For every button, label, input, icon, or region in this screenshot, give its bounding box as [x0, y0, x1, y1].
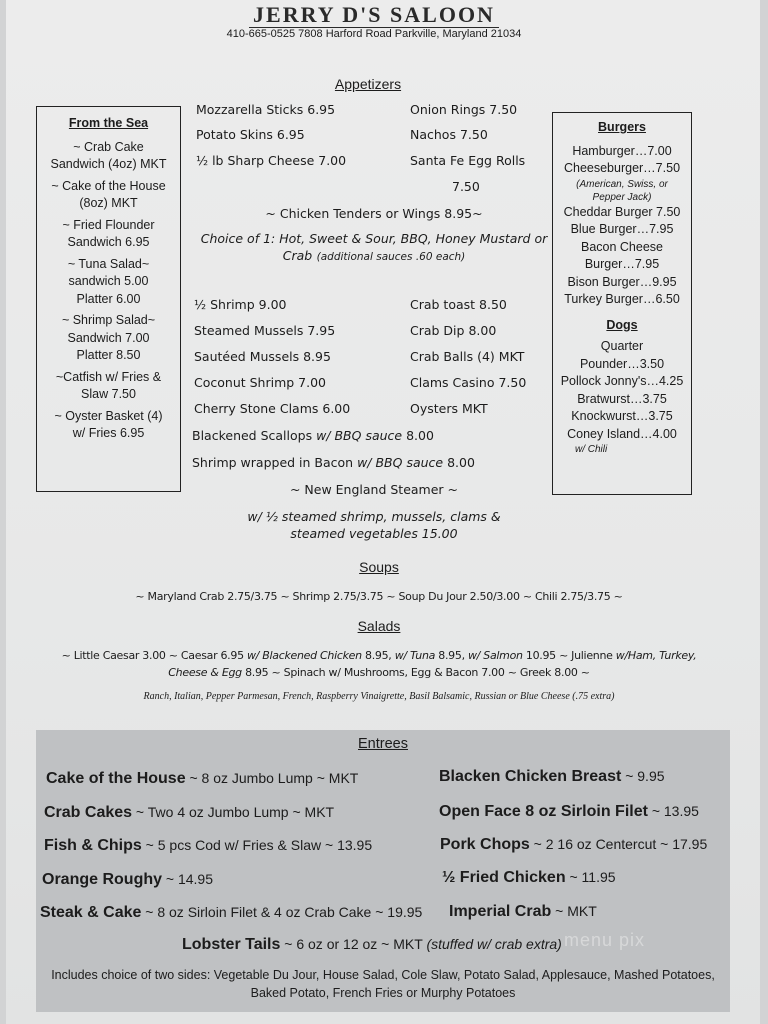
entree-item: Steak & Cake ~ 8 oz Sirloin Filet & 4 oz Crab Cake ~ 19.95: [40, 904, 423, 921]
sea-item-cake-of-house: ~ Cake of the House (8oz) MKT: [51, 178, 166, 210]
appetizer-item: ½ Shrimp 9.00: [194, 297, 287, 312]
sea-item-crab-cake: ~ Crab Cake Sandwich (4oz) MKT: [50, 139, 167, 171]
entree-item: Crab Cakes ~ Two 4 oz Jumbo Lump ~ MKT: [44, 804, 335, 821]
from-the-sea-box: [36, 106, 181, 492]
dog-item: Quarter: [600, 339, 644, 353]
appetizer-price: 7.50: [452, 179, 480, 194]
burgers-title: Burgers: [598, 120, 646, 134]
appetizer-item: Mozzarella Sticks 6.95: [196, 102, 336, 117]
appetizer-item: Crab toast 8.50: [410, 297, 507, 312]
dogs-title: Dogs: [606, 317, 638, 332]
shrimp-wrapped-bacon: Shrimp wrapped in Bacon w/ BBQ sauce 8.00: [192, 455, 475, 470]
dog-item: Bratwurst…3.75: [577, 391, 667, 406]
appetizer-item: Crab Dip 8.00: [410, 323, 497, 338]
entree-item: Pork Chops ~ 2 16 oz Centercut ~ 17.95: [440, 836, 708, 853]
appetizer-item: Oysters MKT: [410, 401, 488, 416]
soups-heading: Soups: [359, 559, 399, 575]
appetizer-item: Coconut Shrimp 7.00: [194, 375, 327, 390]
blackened-scallops: Blackened Scallops w/ BBQ sauce 8.00: [192, 428, 434, 443]
from-the-sea-title: From the Sea: [68, 116, 149, 130]
appetizer-item: Santa Fe Egg Rolls: [410, 153, 526, 168]
sea-item-catfish: ~Catfish w/ Fries & Slaw 7.50: [55, 369, 162, 401]
appetizer-item: Onion Rings 7.50: [410, 102, 518, 117]
entree-lobster-tails: Lobster Tails ~ 6 oz or 12 oz ~ MKT (stuffed w/ crab extra): [182, 936, 562, 953]
entree-item: Imperial Crab ~ MKT: [449, 903, 597, 920]
appetizer-item: Crab Balls (4) MKT: [410, 349, 525, 364]
burger-item: Cheeseburger…7.50: [563, 161, 681, 175]
burger-item: Hamburger…7.00: [572, 143, 672, 158]
appetizer-item: Nachos 7.50: [410, 127, 488, 142]
soups-line: ~ Maryland Crab 2.75/3.75 ~ Shrimp 2.75/3.75 ~ Soup Du Jour 2.50/3.00 ~ Chili 2.75/3.75 ~: [135, 590, 623, 603]
entrees-panel: [36, 730, 730, 1012]
dressings-line: Ranch, Italian, Pepper Parmesan, French, Raspberry Vinaigrette, Basil Balsamic, Russian or Blue Cheese (.75 extra): [143, 691, 615, 702]
entrees-heading: Entrees: [358, 736, 408, 752]
appetizer-item: Steamed Mussels 7.95: [194, 323, 336, 338]
sea-item-tuna-salad: ~ Tuna Salad~ sandwich 5.00 Platter 6.00: [67, 256, 150, 306]
entree-item: Open Face 8 oz Sirloin Filet ~ 13.95: [439, 803, 699, 820]
sides-line-2: Baked Potato, French Fries or Murphy Potatoes: [250, 986, 516, 1000]
sauce-choice-crab: Crab (additional sauces .60 each): [282, 248, 466, 263]
dog-item: Coney Island…4.00: [567, 426, 677, 441]
steamer-description: w/ ½ steamed shrimp, mussels, clams &: [247, 509, 501, 524]
burger-item: Bison Burger…9.95: [567, 274, 677, 289]
appetizer-item: Clams Casino 7.50: [410, 375, 527, 390]
burger-item: Blue Burger…7.95: [570, 222, 674, 236]
restaurant-title: JERRY D'S SALOON: [6, 2, 742, 28]
new-england-steamer: ~ New England Steamer ~: [289, 482, 459, 497]
burger-item: Burger…7.95: [584, 257, 660, 271]
chicken-tenders-wings: ~ Chicken Tenders or Wings 8.95~: [265, 206, 483, 221]
sides-line-1: Includes choice of two sides: Vegetable Du Jour, House Salad, Cole Slaw, Potato Salad, Applesauce, Mashed Potatoes,: [51, 968, 715, 982]
steamer-description: steamed vegetables 15.00: [290, 526, 458, 541]
appetizer-item: ½ lb Sharp Cheese 7.00: [196, 153, 347, 168]
entree-item: Cake of the House ~ 8 oz Jumbo Lump ~ MKT: [46, 770, 359, 787]
appetizer-item: Potato Skins 6.95: [196, 127, 305, 142]
sea-item-shrimp-salad: ~ Shrimp Salad~ Sandwich 7.00 Platter 8.50: [61, 313, 156, 362]
watermark: menu pix: [564, 930, 646, 950]
restaurant-address: 410-665-0525 7808 Harford Road Parkville, Maryland 21034: [226, 28, 522, 40]
salads-line-1: ~ Little Caesar 3.00 ~ Caesar 6.95 w/ Blackened Chicken 8.95, w/ Tuna 8.95, w/ Salmon 10.95 ~ Julienne w/Ham, Turkey,: [61, 649, 697, 662]
entree-item: Orange Roughy ~ 14.95: [42, 871, 214, 888]
burgers-box: [552, 112, 692, 495]
sea-item-fried-flounder: ~ Fried Flounder Sandwich 6.95: [62, 217, 155, 249]
burger-item: Bacon Cheese: [580, 239, 663, 254]
burger-item: Turkey Burger…6.50: [564, 292, 680, 306]
salads-line-2: Cheese & Egg 8.95 ~ Spinach w/ Mushrooms, Egg & Bacon 7.00 ~ Greek 8.00 ~: [168, 666, 590, 679]
entree-item: ½ Fried Chicken ~ 11.95: [442, 869, 616, 886]
chili-note: w/ Chili: [575, 444, 608, 455]
burger-item: Cheddar Burger 7.50: [563, 204, 681, 219]
salads-heading: Salads: [357, 618, 401, 634]
menu-page: [6, 0, 760, 1024]
dog-item: Knockwurst…3.75: [571, 409, 673, 423]
appetizer-item: Sautéed Mussels 8.95: [194, 349, 331, 364]
appetizers-heading: Appetizers: [334, 76, 402, 92]
appetizer-item: Cherry Stone Clams 6.00: [194, 401, 351, 416]
cheese-options: Pepper Jack): [592, 191, 652, 203]
dog-item: Pollock Jonny's…4.25: [560, 374, 684, 388]
cheese-options: (American, Swiss, or: [576, 178, 668, 190]
entree-item: Blacken Chicken Breast ~ 9.95: [439, 768, 665, 785]
sea-item-oyster-basket: ~ Oyster Basket (4) w/ Fries 6.95: [54, 408, 163, 440]
sauce-choice: Choice of 1: Hot, Sweet & Sour, BBQ, Honey Mustard or: [200, 231, 548, 246]
entree-item: Fish & Chips ~ 5 pcs Cod w/ Fries & Slaw ~ 13.95: [44, 837, 373, 854]
dog-item: Pounder…3.50: [579, 356, 665, 371]
